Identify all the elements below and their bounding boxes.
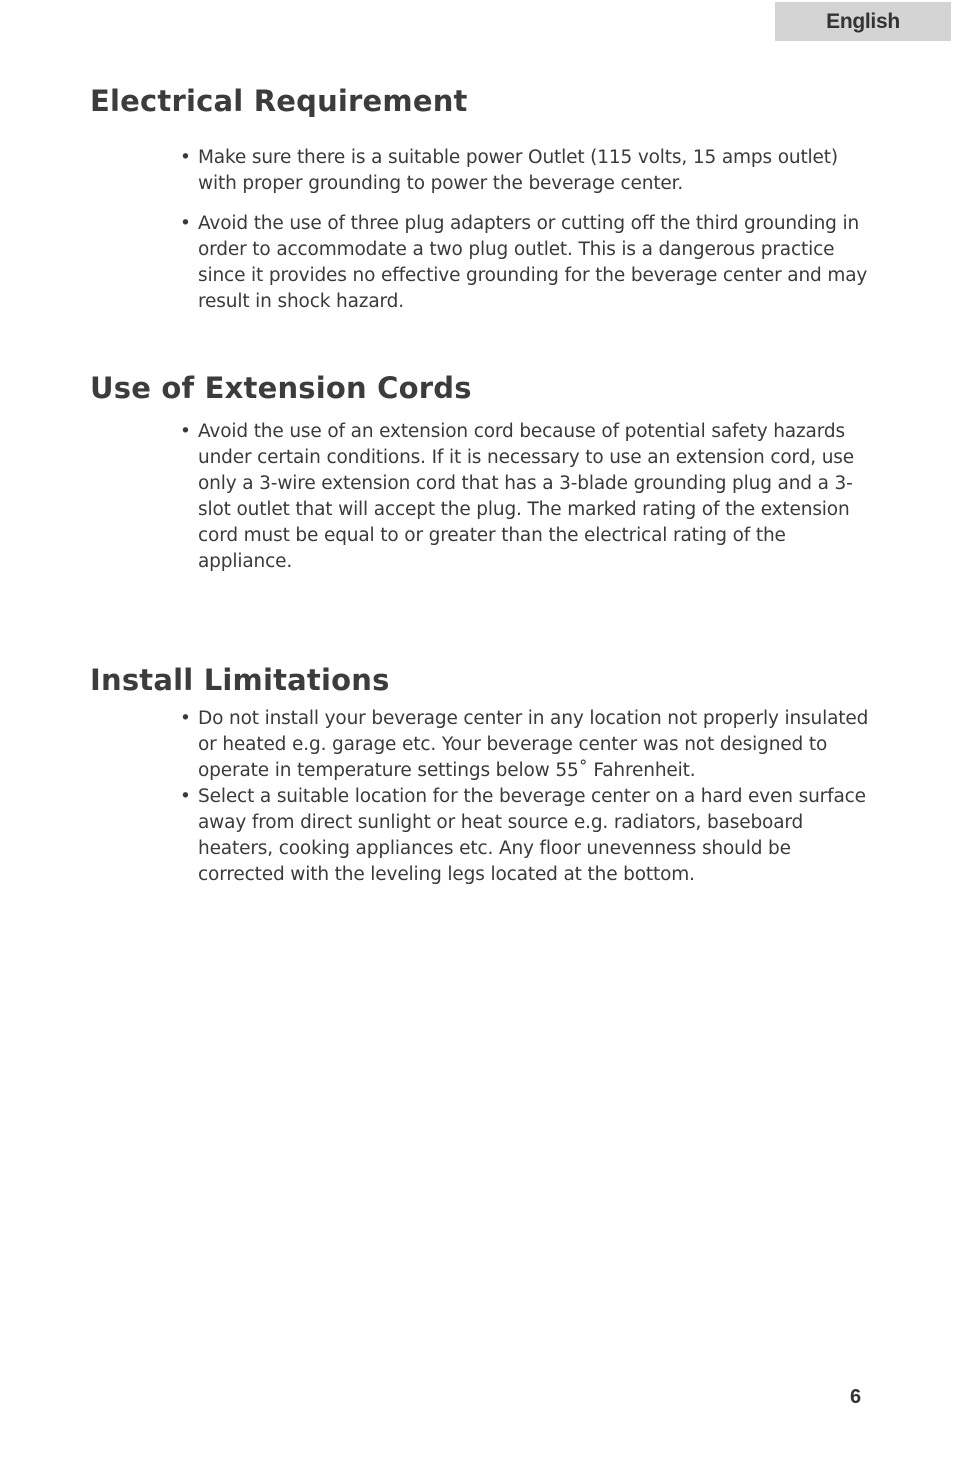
extension-cords-list [180,419,870,575]
list-item: • Avoid the use of an extension cord because of potential safety hazards under certain conditions. If it is necessary to use an extension cord, use only a 3-wire extension cord that has a 3-blade grounding plug and a 3-slot outlet that will accept the plug. The marked rating of the extension cord must be equal to or greater than the electrical rating of the appliance. [180,419,870,575]
install-limitations-list [180,706,870,888]
section-title-install-limitations: Install Limitations [90,663,390,697]
page-number: 6 [850,1386,862,1408]
list-item: • Make sure there is a suitable power Outlet (115 volts, 15 amps outlet) with proper grounding to power the beverage center. [180,145,870,197]
electrical-requirement-list [180,145,870,315]
list-item: • Avoid the use of three plug adapters or cutting off the third grounding in order to accommodate a two plug outlet. This is a dangerous practice since it provides no effective grounding for the beverage center and may result in shock hazard. [180,211,870,315]
section-title-electrical-requirement: Electrical Requirement [90,84,468,118]
section-title-use-of-extension-cords: Use of Extension Cords [90,371,472,405]
language-tab: English [775,2,951,41]
list-item: • Select a suitable location for the beverage center on a hard even surface away from direct sunlight or heat source e.g. radiators, baseboard heaters, cooking appliances etc. Any floor unevenness should be corrected with the leveling legs located at the bottom. [180,784,870,888]
list-item: • Do not install your beverage center in any location not properly insulated or heated e.g. garage etc. Your beverage center was not designed to operate in temperature settings below 55˚ Fahrenheit. [180,706,870,784]
